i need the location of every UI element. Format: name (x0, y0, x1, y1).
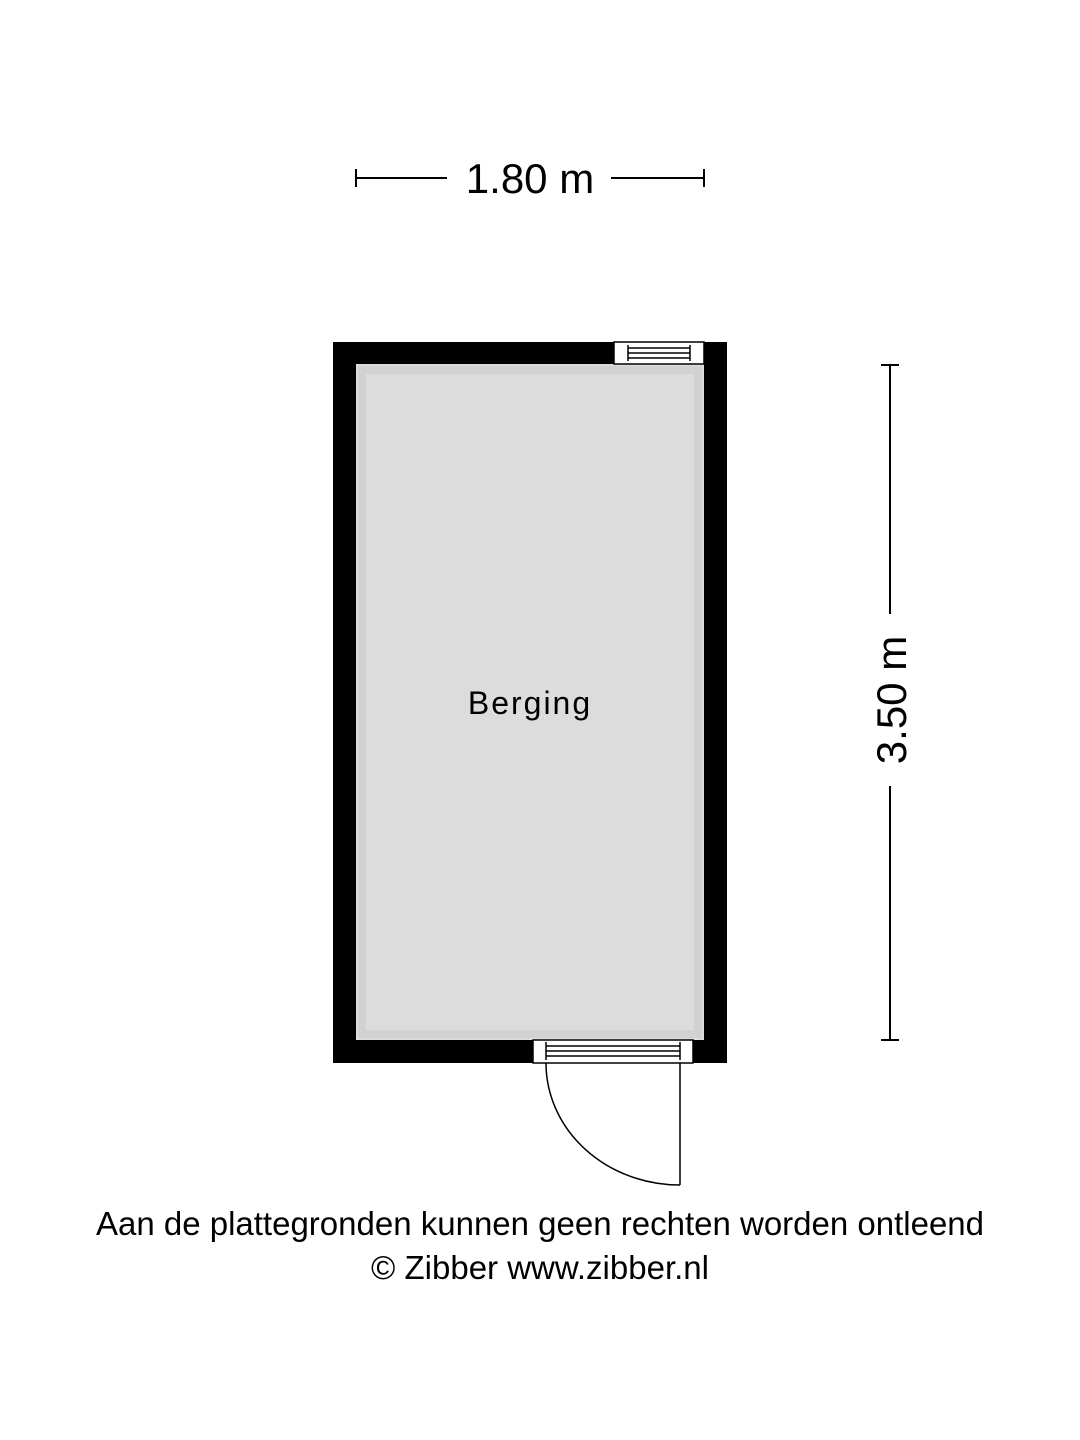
wall-bottom-right (693, 1040, 727, 1063)
wall-top-left (333, 342, 614, 364)
copyright-text: © Zibber www.zibber.nl (371, 1249, 709, 1286)
door-bottom (533, 1040, 693, 1185)
door-swing-arc (546, 1063, 680, 1185)
disclaimer-text: Aan de plattegronden kunnen geen rechten worden ontleend (95, 1205, 985, 1242)
wall-right (704, 342, 727, 1063)
wall-bottom-left (333, 1040, 533, 1063)
wall-left (333, 342, 356, 1063)
width-dimension (356, 155, 704, 202)
width-dimension-label: 1.80 m (465, 155, 595, 202)
height-dimension-label: 3.50 m (868, 635, 915, 765)
height-dimension (868, 365, 915, 1040)
room-label: Berging (467, 685, 593, 721)
window-top (614, 342, 704, 364)
